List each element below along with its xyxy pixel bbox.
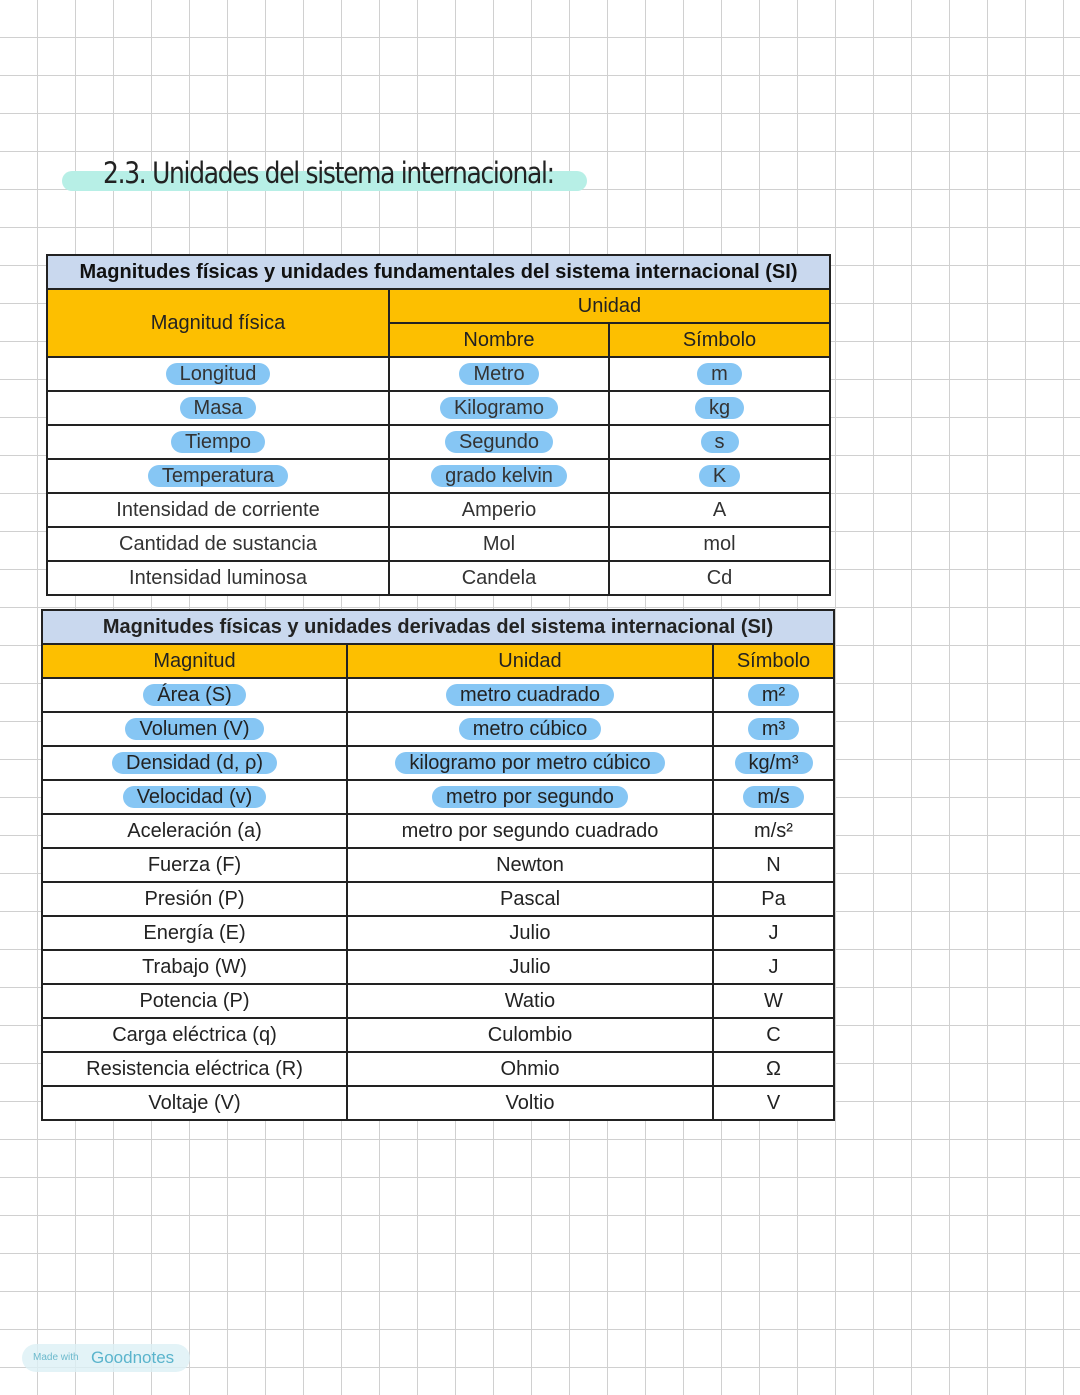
cell-unidad (347, 780, 713, 814)
magnitud-text: Trabajo (W) (142, 955, 247, 978)
magnitud-text: Densidad (d, ρ) (112, 752, 277, 774)
cell-magnitud (42, 848, 347, 882)
table-row (42, 984, 834, 1018)
simbolo-text: J (768, 955, 779, 978)
cell-unidad (347, 984, 713, 1018)
simbolo-text: Ω (766, 1057, 781, 1080)
cell-simbolo (713, 848, 834, 882)
magnitud-text: Tiempo (171, 431, 265, 453)
simbolo-text: s (701, 431, 739, 453)
table-row (42, 1052, 834, 1086)
nombre-text: grado kelvin (431, 465, 567, 487)
cell-simbolo (713, 814, 834, 848)
table-row (47, 527, 830, 561)
simbolo-text: m³ (748, 718, 799, 740)
simbolo-text: kg/m³ (735, 752, 813, 774)
cell-nombre (389, 527, 609, 561)
cell-unidad (347, 678, 713, 712)
simbolo-text: J (768, 921, 779, 944)
cell-magnitud (47, 357, 389, 391)
derived-units-table (41, 609, 835, 1121)
magnitud-text: Intensidad de corriente (116, 498, 320, 521)
cell-magnitud (42, 1086, 347, 1120)
cell-magnitud (42, 780, 347, 814)
column-header-unidad: Unidad (347, 644, 713, 678)
unidad-text: Ohmio (500, 1057, 560, 1080)
unidad-text: Culombio (487, 1023, 573, 1046)
column-header-unidad: Unidad (389, 289, 830, 323)
goodnotes-brand: Goodnotes (91, 1348, 175, 1367)
table-row (42, 712, 834, 746)
table-row (47, 459, 830, 493)
magnitud-text: Resistencia eléctrica (R) (86, 1057, 303, 1080)
cell-simbolo (713, 950, 834, 984)
cell-magnitud (42, 916, 347, 950)
nombre-text: Kilogramo (440, 397, 558, 419)
cell-simbolo (609, 493, 830, 527)
unidad-text: Newton (496, 853, 564, 876)
cell-magnitud (42, 950, 347, 984)
unidad-text: Pascal (499, 887, 561, 910)
simbolo-text: C (766, 1023, 781, 1046)
unidad-text: metro cuadrado (446, 684, 614, 706)
simbolo-text: mol (703, 532, 736, 555)
simbolo-text: m² (748, 684, 799, 706)
table-caption: Magnitudes físicas y unidades derivadas del sistema internacional (SI) (42, 610, 834, 644)
simbolo-text: m/s² (754, 819, 793, 842)
nombre-text: Amperio (461, 498, 537, 521)
cell-nombre (389, 391, 609, 425)
simbolo-text: Cd (706, 566, 733, 589)
cell-simbolo (713, 678, 834, 712)
cell-unidad (347, 950, 713, 984)
cell-magnitud (42, 712, 347, 746)
table-row (42, 916, 834, 950)
cell-unidad (347, 746, 713, 780)
unidad-text: metro cúbico (459, 718, 602, 740)
cell-simbolo (713, 916, 834, 950)
magnitud-text: Volumen (V) (125, 718, 263, 740)
cell-magnitud (42, 984, 347, 1018)
cell-magnitud (42, 678, 347, 712)
cell-nombre (389, 493, 609, 527)
magnitud-text: Fuerza (F) (147, 853, 242, 876)
cell-simbolo (713, 1086, 834, 1120)
magnitud-text: Intensidad luminosa (129, 566, 307, 589)
simbolo-text: m (697, 363, 742, 385)
cell-unidad (347, 814, 713, 848)
magnitud-text: Cantidad de sustancia (119, 532, 317, 555)
magnitud-text: Potencia (P) (139, 989, 250, 1012)
simbolo-text: kg (695, 397, 744, 419)
column-header-simbolo: Símbolo (713, 644, 834, 678)
simbolo-text: K (699, 465, 740, 487)
cell-simbolo (713, 712, 834, 746)
magnitud-text: Presión (P) (144, 887, 245, 910)
nombre-text: Mol (482, 532, 516, 555)
table-row (42, 882, 834, 916)
cell-simbolo (609, 425, 830, 459)
table-row (47, 357, 830, 391)
cell-nombre (389, 459, 609, 493)
table-row (42, 746, 834, 780)
cell-simbolo (609, 527, 830, 561)
cell-simbolo (713, 746, 834, 780)
cell-magnitud (47, 527, 389, 561)
magnitud-text: Carga eléctrica (q) (112, 1023, 277, 1046)
cell-nombre (389, 425, 609, 459)
nombre-text: Metro (459, 363, 538, 385)
cell-nombre (389, 561, 609, 595)
magnitud-text: Área (S) (143, 684, 245, 706)
cell-simbolo (713, 1052, 834, 1086)
cell-magnitud (42, 882, 347, 916)
simbolo-text: m/s (743, 786, 803, 808)
unidad-text: metro por segundo (432, 786, 628, 808)
cell-unidad (347, 1086, 713, 1120)
cell-simbolo (609, 459, 830, 493)
cell-magnitud (47, 561, 389, 595)
cell-magnitud (42, 746, 347, 780)
unidad-text: Voltio (505, 1091, 555, 1114)
simbolo-text: V (766, 1091, 781, 1114)
cell-magnitud (47, 425, 389, 459)
table-row (42, 780, 834, 814)
table-row (42, 1018, 834, 1052)
table-row (42, 848, 834, 882)
simbolo-text: Pa (761, 887, 786, 910)
magnitud-text: Velocidad (v) (123, 786, 267, 808)
simbolo-text: N (766, 853, 781, 876)
unidad-text: Julio (509, 955, 551, 978)
magnitud-text: Longitud (166, 363, 271, 385)
made-with-label: Made with (33, 1352, 79, 1363)
cell-magnitud (47, 391, 389, 425)
cell-simbolo (609, 357, 830, 391)
cell-simbolo (713, 882, 834, 916)
cell-magnitud (42, 1018, 347, 1052)
goodnotes-watermark (22, 1344, 190, 1372)
unidad-text: Watio (504, 989, 556, 1012)
cell-unidad (347, 848, 713, 882)
unidad-text: Julio (509, 921, 551, 944)
cell-simbolo (609, 561, 830, 595)
cell-unidad (347, 1018, 713, 1052)
magnitud-text: Masa (180, 397, 257, 419)
cell-magnitud (47, 493, 389, 527)
cell-simbolo (713, 984, 834, 1018)
cell-simbolo (609, 391, 830, 425)
magnitud-text: Temperatura (148, 465, 288, 487)
cell-unidad (347, 916, 713, 950)
cell-unidad (347, 712, 713, 746)
nombre-text: Candela (461, 566, 537, 589)
unidad-text: kilogramo por metro cúbico (395, 752, 664, 774)
table-row (47, 493, 830, 527)
table-row (42, 1086, 834, 1120)
table-row (42, 678, 834, 712)
simbolo-text: A (712, 498, 727, 521)
table-row (42, 814, 834, 848)
column-header-magnitud: Magnitud (42, 644, 347, 678)
simbolo-text: W (764, 989, 783, 1012)
page-title: 2.3. Unidades del sistema internacional: (103, 156, 554, 190)
column-header-simbolo: Símbolo (609, 323, 830, 357)
table-row (47, 561, 830, 595)
cell-simbolo (713, 780, 834, 814)
table-row (42, 950, 834, 984)
magnitud-text: Aceleración (a) (127, 819, 262, 842)
cell-nombre (389, 357, 609, 391)
table-caption: Magnitudes físicas y unidades fundamentales del sistema internacional (SI) (47, 255, 830, 289)
cell-magnitud (47, 459, 389, 493)
magnitud-text: Energía (E) (143, 921, 246, 944)
table-row (47, 391, 830, 425)
unidad-text: metro por segundo cuadrado (401, 819, 659, 842)
cell-simbolo (713, 1018, 834, 1052)
cell-unidad (347, 882, 713, 916)
column-header-nombre: Nombre (389, 323, 609, 357)
magnitud-text: Voltaje (V) (148, 1091, 241, 1114)
cell-magnitud (42, 1052, 347, 1086)
nombre-text: Segundo (445, 431, 553, 453)
cell-magnitud (42, 814, 347, 848)
column-header-magnitud: Magnitud física (47, 289, 389, 357)
cell-unidad (347, 1052, 713, 1086)
table-row (47, 425, 830, 459)
fundamental-units-table (46, 254, 831, 596)
